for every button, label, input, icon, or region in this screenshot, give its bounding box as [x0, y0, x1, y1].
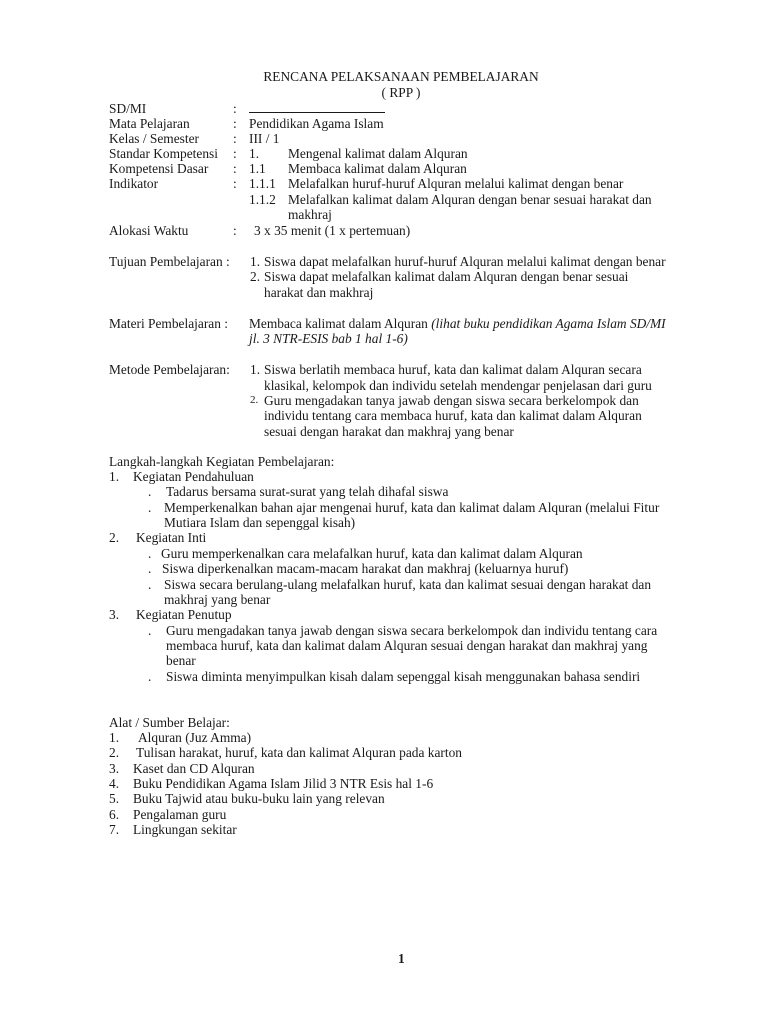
field-label-mata-pelajaran: Mata Pelajaran — [109, 116, 190, 131]
field-colon: : — [233, 101, 237, 116]
document-title: RENCANA PELAKSANAAN PEMBELAJARAN — [263, 69, 539, 84]
tujuan-item-1: Siswa dapat melafalkan huruf-huruf Alquran melalui kalimat dengan benar — [264, 254, 666, 269]
inti-item-3-cont: makhraj yang benar — [164, 592, 271, 607]
field-value-indikator-2: Melafalkan kalimat dalam Alquran dengan benar sesuai harakat dan — [288, 192, 652, 207]
alat-num-3: 3. — [109, 761, 120, 776]
alat-item-5: Buku Tajwid atau buku-buku lain yang relevan — [133, 791, 385, 806]
field-label-kompetensi-dasar: Kompetensi Dasar — [109, 161, 209, 176]
inti-item-2: Siswa diperkenalkan macam-macam harakat dan makhraj (keluarnya huruf) — [162, 561, 569, 576]
field-label-kelas-semester: Kelas / Semester — [109, 131, 199, 146]
page-number: 1 — [398, 951, 405, 966]
field-value-standar-kompetensi: Mengenal kalimat dalam Alquran — [288, 146, 468, 161]
alat-num-4: 4. — [109, 776, 120, 791]
langkah-title-penutup: Kegiatan Penutup — [136, 607, 232, 622]
field-colon: : — [233, 223, 237, 238]
field-colon: : — [233, 146, 237, 161]
field-num-indikator-1: 1.1.1 — [249, 176, 276, 191]
alat-item-4: Buku Pendidikan Agama Islam Jilid 3 NTR Esis hal 1-6 — [133, 776, 434, 791]
materi-text-main: Membaca kalimat dalam Alquran — [249, 316, 428, 331]
materi-reference-cont: jl. 3 NTR-ESIS bab 1 hal 1-6) — [249, 331, 408, 346]
field-value-indikator-2-cont: makhraj — [288, 207, 332, 222]
materi-label: Materi Pembelajaran : — [109, 316, 228, 331]
langkah-heading: Langkah-langkah Kegiatan Pembelajaran: — [109, 454, 335, 469]
tujuan-item-2: Siswa dapat melafalkan kalimat dalam Alquran dengan benar sesuai — [264, 269, 629, 284]
bullet-dot: . — [148, 623, 152, 638]
inti-item-3: Siswa secara berulang-ulang melafalkan huruf, kata dan kalimat sesuai dengan harakat dan — [164, 577, 652, 592]
field-value-alokasi-waktu: 3 x 35 menit (1 x pertemuan) — [254, 223, 411, 238]
penutup-item-1-cont1: membaca huruf, kata dan kalimat dalam Alquran sesuai dengan harakat dan makhraj yang — [166, 638, 648, 653]
alat-item-1: Alquran (Juz Amma) — [138, 730, 252, 745]
penutup-item-2: Siswa diminta menyimpulkan kisah dalam sepenggal kisah menggunakan bahasa sendiri — [166, 669, 641, 684]
bullet-dot: . — [148, 500, 152, 515]
langkah-num-3: 3. — [109, 607, 120, 622]
metode-num-1: 1. — [250, 362, 261, 377]
tujuan-num-1: 1. — [250, 254, 261, 269]
alat-item-2: Tulisan harakat, huruf, kata dan kalimat Alquran pada karton — [136, 745, 462, 760]
alat-item-6: Pengalaman guru — [133, 807, 227, 822]
tujuan-item-2-cont: harakat dan makhraj — [264, 285, 374, 300]
pendahuluan-item-2-cont: Mutiara Islam dan sepenggal kisah) — [164, 515, 356, 530]
penutup-item-1-cont2: benar — [166, 653, 196, 668]
inti-item-1: Guru memperkenalkan cara melafalkan huruf, kata dan kalimat dalam Alquran — [161, 546, 583, 561]
pendahuluan-item-1: Tadarus bersama surat-surat yang telah dihafal siswa — [166, 484, 449, 499]
document-subtitle: ( RPP ) — [381, 85, 421, 100]
bullet-dot: . — [148, 577, 152, 592]
field-value-kelas-semester: III / 1 — [249, 131, 280, 146]
penutup-item-1: Guru mengadakan tanya jawab dengan siswa secara berkelompok dan individu tentang cara — [166, 623, 658, 638]
metode-item-1-cont: klasikal, kelompok dan individu setelah mendengar penjelasan dari guru — [264, 378, 652, 393]
field-value-indikator-1: Melafalkan huruf-huruf Alquran melalui kalimat dengan benar — [288, 176, 624, 191]
metode-num-2: 2. — [250, 394, 259, 406]
langkah-title-pendahuluan: Kegiatan Pendahuluan — [133, 469, 254, 484]
materi-text — [249, 316, 666, 332]
tujuan-num-2: 2. — [250, 269, 261, 284]
field-num-standar-kompetensi: 1. — [249, 146, 260, 161]
bullet-dot: . — [148, 546, 152, 561]
alat-num-7: 7. — [109, 822, 120, 837]
field-label-indikator: Indikator — [109, 176, 159, 191]
bullet-dot: . — [148, 484, 152, 499]
field-label-sdmi: SD/MI — [109, 101, 147, 116]
field-num-kompetensi-dasar: 1.1 — [249, 161, 266, 176]
field-colon: : — [233, 116, 237, 131]
bullet-dot: . — [148, 561, 152, 576]
field-blank-line — [249, 101, 385, 117]
metode-item-2-cont2: sesuai dengan harakat dan makhraj yang benar — [264, 424, 514, 439]
field-colon: : — [233, 176, 237, 191]
langkah-num-2: 2. — [109, 530, 120, 545]
field-label-standar-kompetensi: Standar Kompetensi — [109, 146, 218, 161]
pendahuluan-item-2: Memperkenalkan bahan ajar mengenai huruf, kata dan kalimat dalam Alquran (melalui Fitur — [164, 500, 660, 515]
alat-num-2: 2. — [109, 745, 120, 760]
metode-item-2-cont1: individu tentang cara membaca huruf, kata dan kalimat dalam Alquran — [264, 408, 642, 423]
bullet-dot: . — [148, 669, 152, 684]
field-colon: : — [233, 161, 237, 176]
alat-num-6: 6. — [109, 807, 120, 822]
materi-reference: (lihat buku pendidikan Agama Islam SD/MI — [431, 316, 666, 331]
alat-item-7: Lingkungan sekitar — [133, 822, 237, 837]
field-num-indikator-2: 1.1.2 — [249, 192, 276, 207]
metode-label: Metode Pembelajaran: — [109, 362, 230, 377]
metode-item-2: Guru mengadakan tanya jawab dengan siswa secara berkelompok dan — [264, 393, 639, 408]
alat-num-5: 5. — [109, 791, 120, 806]
tujuan-label: Tujuan Pembelajaran : — [109, 254, 230, 269]
langkah-num-1: 1. — [109, 469, 120, 484]
field-value-kompetensi-dasar: Membaca kalimat dalam Alquran — [288, 161, 467, 176]
field-value-mata-pelajaran: Pendidikan Agama Islam — [249, 116, 384, 131]
alat-item-3: Kaset dan CD Alquran — [133, 761, 255, 776]
alat-num-1: 1. — [109, 730, 120, 745]
langkah-title-inti: Kegiatan Inti — [136, 530, 207, 545]
metode-item-1: Siswa berlatih membaca huruf, kata dan kalimat dalam Alquran secara — [264, 362, 642, 377]
field-label-alokasi-waktu: Alokasi Waktu — [109, 223, 189, 238]
field-colon: : — [233, 131, 237, 146]
alat-heading: Alat / Sumber Belajar: — [109, 715, 230, 730]
